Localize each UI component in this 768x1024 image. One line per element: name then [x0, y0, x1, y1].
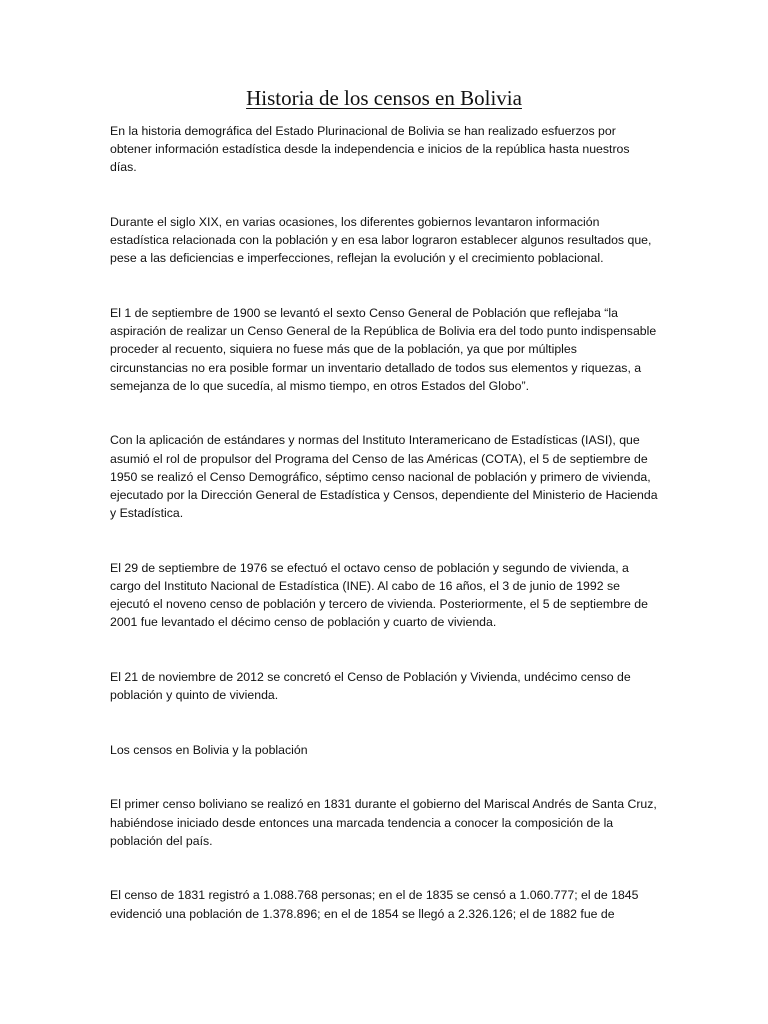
paragraph-primer-censo: El primer censo boliviano se realizó en 1831 durante el gobierno del Mariscal Andrés de Santa Cruz, habiéndose iniciado desde entonces una marcada tendencia a conocer la composición de la población del país.	[110, 797, 657, 848]
document-body	[110, 122, 658, 959]
document-title: Historia de los censos en Bolivia	[246, 86, 522, 110]
paragraph-censo-1950: Con la aplicación de estándares y normas del Instituto Interamericano de Estadísticas (IASI), que asumió el rol de propulsor del Programa del Censo de las Américas (COTA), el 5 de septiembre de 1950 se realizó el Censo Demográfico, séptimo censo nacional de población y primero de vivienda, ejecutado por la Dirección General de Estadística y Censos, dependiente del Ministerio de Hacienda y Estadística.	[110, 433, 658, 521]
paragraph-censo-1900: El 1 de septiembre de 1900 se levantó el sexto Censo General de Población que reflejaba “la aspiración de realizar un Censo General de la República de Bolivia era del todo punto indispensable proceder al recuento, siquiera no fuese más que de la población, ya que por múltiples circunstancias no era posible formar un inventario detallado de todos sus elementos y riquezas, a semejanza de lo que sucedía, al mismo tiempo, en otros Estados del Globo”.	[110, 306, 657, 393]
paragraph-cifras-censales: El censo de 1831 registró a 1.088.768 personas; en el de 1835 se censó a 1.060.777; el de 1845 evidenció una población de 1.378.896; en el de 1854 se llegó a 2.326.126; el de 1882 fue de	[110, 888, 639, 921]
section-heading: Los censos en Bolivia y la población	[110, 742, 308, 757]
paragraph-intro: En la historia demográfica del Estado Plurinacional de Bolivia se han realizado esfuerzos por obtener información estadística desde la independencia e inicios de la república hasta nuestros días.	[110, 124, 630, 175]
paragraph-siglo-xix: Durante el siglo XIX, en varias ocasiones, los diferentes gobiernos levantaron información estadística relacionada con la población y en esa labor lograron establecer algunos resultados que, pese a las deficiencias e imperfecciones, reflejan la evolución y el crecimiento poblacional.	[110, 215, 652, 266]
paragraph-censo-2012: El 21 de noviembre de 2012 se concretó el Censo de Población y Vivienda, undécimo censo de población y quinto de vivienda.	[110, 670, 631, 703]
paragraph-censos-1976-2001: El 29 de septiembre de 1976 se efectuó el octavo censo de población y segundo de vivienda, a cargo del Instituto Nacional de Estadística (INE). Al cabo de 16 años, el 3 de junio de 1992 se ejecutó el noveno censo de población y tercero de vivienda. Posteriormente, el 5 de septiembre de 2001 fue levantado el décimo censo de población y cuarto de vivienda.	[110, 560, 648, 630]
